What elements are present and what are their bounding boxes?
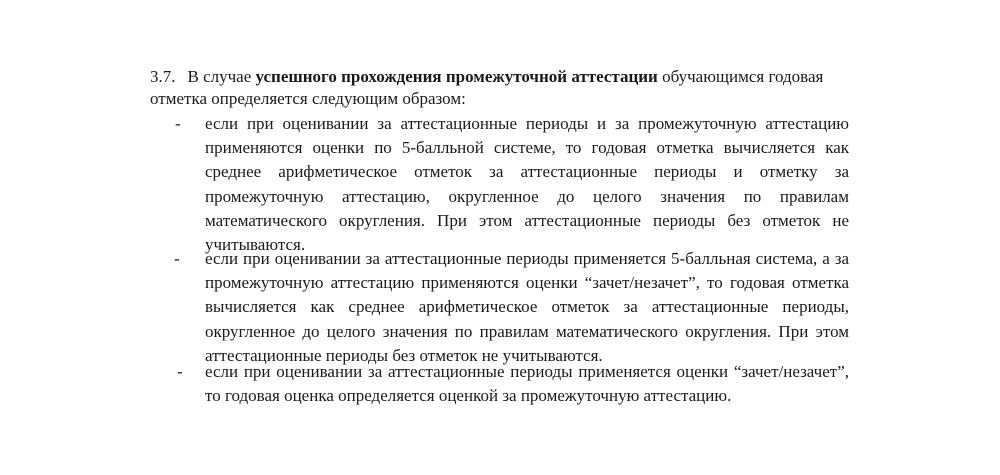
bullet-line: математического округления. При этом аттестационные периоды без отметок не — [205, 210, 849, 230]
clause-intro-before: В случае — [187, 67, 256, 86]
bullet-dash: - — [177, 362, 183, 381]
bullet-line: если при оценивании за аттестационные периоды применяется оценки “зачет/незачет”, — [205, 362, 849, 381]
clause-intro-after: обучающимся годовая — [657, 67, 824, 86]
clause-intro-bold: успешного прохождения промежуточной аттестации — [255, 67, 658, 86]
bullet-line: применяются оценки по 5-балльной системе, то годовая отметка вычисляется как — [205, 138, 849, 158]
bullet-item-3 — [177, 360, 849, 408]
bullet-line: промежуточную аттестацию, округленное до целого значения по правилам — [205, 186, 849, 206]
bullet-line: аттестационные периоды без отметок не учитываются. — [205, 345, 603, 365]
bullet-line: если при оценивании за аттестационные периоды и за промежуточную аттестацию — [205, 114, 849, 133]
bullet-line: промежуточную аттестацию применяются оценки “зачет/незачет”, то годовая отметка — [205, 273, 849, 293]
bullet-line: если при оценивании за аттестационные периоды применяется 5-балльная система, а за — [205, 249, 849, 268]
clause-intro-line-1 — [150, 66, 844, 88]
bullet-dash: - — [175, 114, 181, 133]
bullet-line: среднее арифметическое отметок за аттестационные периоды и отметку за — [205, 162, 849, 182]
clause-intro-line-2: отметка определяется следующим образом: — [150, 89, 466, 108]
bullet-item-1 — [175, 112, 849, 257]
bullet-line: округленное до целого значения по правилам математического округления. При этом — [205, 321, 849, 341]
clause-number: 3.7. — [150, 67, 176, 86]
bullet-dash: - — [174, 249, 180, 268]
bullet-item-2 — [174, 247, 849, 368]
bullet-line: учитываются. — [205, 235, 306, 255]
bullet-line: то годовая оценка определяется оценкой за промежуточную аттестацию. — [205, 386, 732, 406]
bullet-line: вычисляется как среднее арифметическое отметок за аттестационные периоды, — [205, 297, 849, 317]
